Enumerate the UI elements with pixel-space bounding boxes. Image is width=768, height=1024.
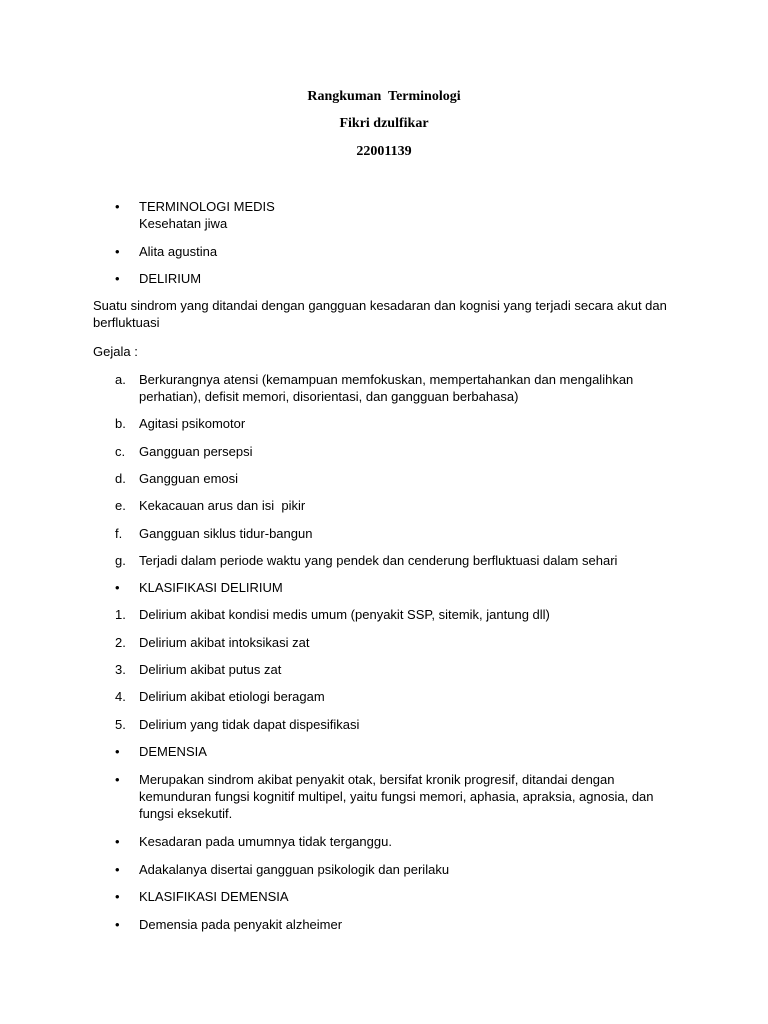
list-item-text: Gangguan emosi — [139, 471, 239, 486]
list-item-text: Delirium akibat etiologi beragam — [139, 689, 325, 704]
list-marker: 3. — [115, 662, 126, 677]
list-item-text: Agitasi psikomotor — [139, 416, 246, 431]
list-item-text: Berkurangnya atensi (kemampuan memfokuskan, mempertahankan dan mengalihkan — [139, 372, 634, 387]
section-heading-text: KLASIFIKASI DELIRIUM — [139, 580, 283, 595]
list-marker: f. — [115, 526, 123, 541]
list-item-text: fungsi eksekutif. — [139, 806, 233, 821]
author-name: Fikri dzulfikar — [339, 116, 429, 131]
list-marker: 5. — [115, 717, 126, 732]
bullet-marker: • — [115, 199, 120, 214]
list-item-text: Merupakan sindrom akibat penyakit otak, bersifat kronik progresif, ditandai dengan — [139, 772, 615, 787]
list-item-text: Delirium akibat kondisi medis umum (penyakit SSP, sitemik, jantung dll) — [139, 607, 550, 622]
list-item-text: kemunduran fungsi kognitif multipel, yaitu fungsi memori, aphasia, apraksia, agnosia, dan — [139, 789, 654, 804]
list-marker: 2. — [115, 635, 126, 650]
list-item-text: Alita agustina — [139, 244, 218, 259]
bullet-marker: • — [115, 772, 120, 787]
list-item-text: KLASIFIKASI DEMENSIA — [139, 889, 289, 904]
delirium-definition — [93, 297, 673, 331]
list-marker: 1. — [115, 607, 126, 622]
paragraph-line: Suatu sindrom yang ditandai dengan gangguan kesadaran dan kognisi yang terjadi secara akut dan — [93, 298, 667, 313]
list-item-text: Gangguan siklus tidur-bangun — [139, 526, 313, 541]
paragraph-line: berfluktuasi — [93, 315, 160, 330]
list-marker: a. — [115, 372, 126, 387]
list-item-text: Delirium yang tidak dapat dispesifikasi — [139, 717, 360, 732]
bullet-marker: • — [115, 244, 120, 259]
list-item-text: Terjadi dalam periode waktu yang pendek dan cenderung berfluktuasi dalam sehari — [139, 553, 618, 568]
list-marker: c. — [115, 444, 126, 459]
list-item-text: Delirium akibat putus zat — [139, 662, 282, 677]
list-item-text: Adakalanya disertai gangguan psikologik dan perilaku — [139, 862, 450, 877]
list-item-text: Kesehatan jiwa — [139, 216, 228, 231]
list-item-text: perhatian), defisit memori, disorientasi, dan gangguan berbahasa) — [139, 389, 519, 404]
list-marker: 4. — [115, 689, 126, 704]
bullet-marker: • — [115, 744, 120, 759]
list-item-text: Delirium akibat intoksikasi zat — [139, 635, 310, 650]
gejala-label: Gejala : — [93, 344, 138, 359]
list-item-text: Demensia pada penyakit alzheimer — [139, 917, 343, 932]
list-item-text: Kesadaran pada umumnya tidak terganggu. — [139, 834, 392, 849]
list-item-text: DEMENSIA — [139, 744, 207, 759]
list-marker: b. — [115, 416, 126, 431]
list-item-text: Kekacauan arus dan isi pikir — [139, 498, 306, 513]
list-item-text: TERMINOLOGI MEDIS — [139, 199, 275, 214]
bullet-marker: • — [115, 580, 120, 595]
document-title: Rangkuman Terminologi — [307, 89, 461, 104]
list-item-text: DELIRIUM — [139, 271, 202, 286]
bullet-marker: • — [115, 917, 120, 932]
list-marker: e. — [115, 498, 126, 513]
bullet-marker: • — [115, 889, 120, 904]
student-id: 22001139 — [356, 144, 412, 159]
bullet-marker: • — [115, 834, 120, 849]
list-marker: d. — [115, 471, 126, 486]
bullet-marker: • — [115, 862, 120, 877]
list-marker: g. — [115, 553, 126, 568]
list-item-text: Gangguan persepsi — [139, 444, 253, 459]
bullet-marker: • — [115, 271, 120, 286]
